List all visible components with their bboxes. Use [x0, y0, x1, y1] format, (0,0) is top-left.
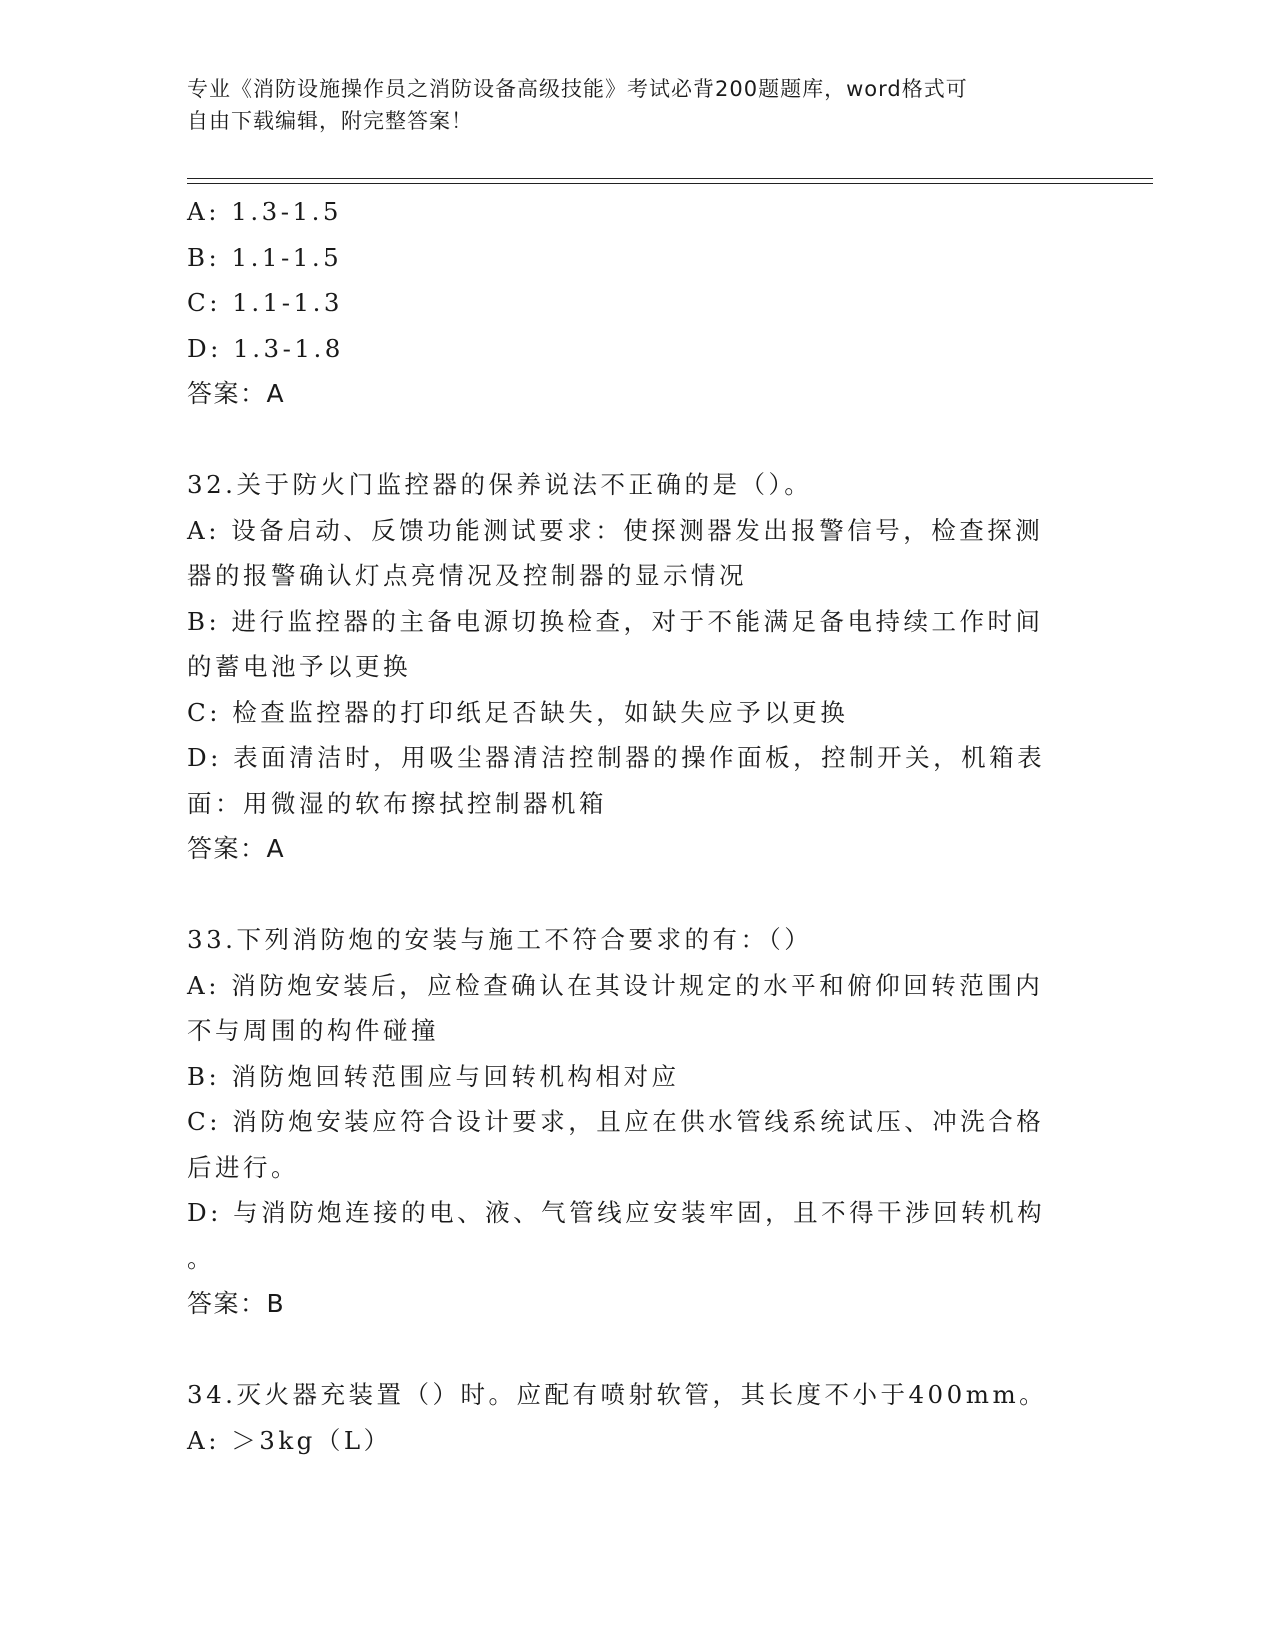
q34-stem: 34.灭火器充装置（）时。应配有喷射软管，其长度不小于400mm。: [187, 1380, 1048, 1409]
q33-option-c-line-1: C: 消防炮安装应符合设计要求，且应在供水管线系统试压、冲洗合格: [187, 1107, 1045, 1136]
spacer: [187, 1327, 1067, 1373]
q33-option-d-line-1: D: 与消防炮连接的电、液、气管线应安装牢固，且不得干涉回转机构: [187, 1198, 1046, 1227]
q32-option-c: C: 检查监控器的打印纸足否缺失，如缺失应予以更换: [187, 697, 849, 727]
question-34: [187, 1372, 1067, 1463]
q34-option-a: A: ＞3kg（L）: [187, 1425, 392, 1455]
spacer: [187, 872, 1067, 918]
question-31-tail: [187, 189, 1067, 417]
header-line-2: 自由下载编辑，附完整答案！: [187, 109, 473, 133]
q32-option-d-line-2: 面：用微湿的软布擦拭控制器机箱: [187, 788, 607, 818]
q31-answer: 答案：A: [187, 379, 286, 408]
q32-option-b-line-1: B: 进行监控器的主备电源切换检查，对于不能满足备电持续工作时间: [187, 606, 1044, 636]
q32-stem: 32.关于防火门监控器的保养说法不正确的是（）。: [187, 470, 813, 499]
q33-stem: 33.下列消防炮的安装与施工不符合要求的有：（）: [187, 925, 813, 954]
q31-option-c: C: 1.1-1.3: [187, 288, 343, 317]
header-line-1: 专业《消防设施操作员之消防设备高级技能》考试必背200题题库，word格式可: [187, 77, 968, 101]
q32-option-d-line-1: D: 表面清洁时，用吸尘器清洁控制器的操作面板，控制开关，机箱表: [187, 743, 1046, 772]
q31-option-a: A: 1.3-1.5: [187, 197, 342, 226]
q33-option-c-line-2: 后进行。: [187, 1152, 299, 1182]
q33-option-a-line-2: 不与周围的构件碰撞: [187, 1016, 439, 1045]
q32-option-b-line-2: 的蓄电池予以更换: [187, 652, 411, 681]
question-32: [187, 462, 1067, 872]
header-divider-bottom: [187, 183, 1153, 184]
q32-answer: 答案：A: [187, 834, 286, 863]
document-header: [187, 73, 1067, 137]
question-content: [187, 189, 1067, 1463]
q31-option-b: B: 1.1-1.5: [187, 242, 343, 272]
question-33: [187, 917, 1067, 1327]
q32-option-a-line-2: 器的报警确认灯点亮情况及控制器的显示情况: [187, 561, 747, 590]
q32-option-a-line-1: A: 设备启动、反馈功能测试要求：使探测器发出报警信号，检查探测: [187, 515, 1044, 545]
header-divider-top: [187, 178, 1153, 179]
spacer: [187, 417, 1067, 463]
q33-option-b: B: 消防炮回转范围应与回转机构相对应: [187, 1061, 680, 1091]
q33-option-a-line-1: A: 消防炮安装后，应检查确认在其设计规定的水平和俯仰回转范围内: [187, 970, 1044, 1000]
q33-answer: 答案：B: [187, 1289, 286, 1318]
q33-option-d-line-2: 。: [187, 1243, 215, 1273]
q31-option-d: D: 1.3-1.8: [187, 333, 344, 363]
